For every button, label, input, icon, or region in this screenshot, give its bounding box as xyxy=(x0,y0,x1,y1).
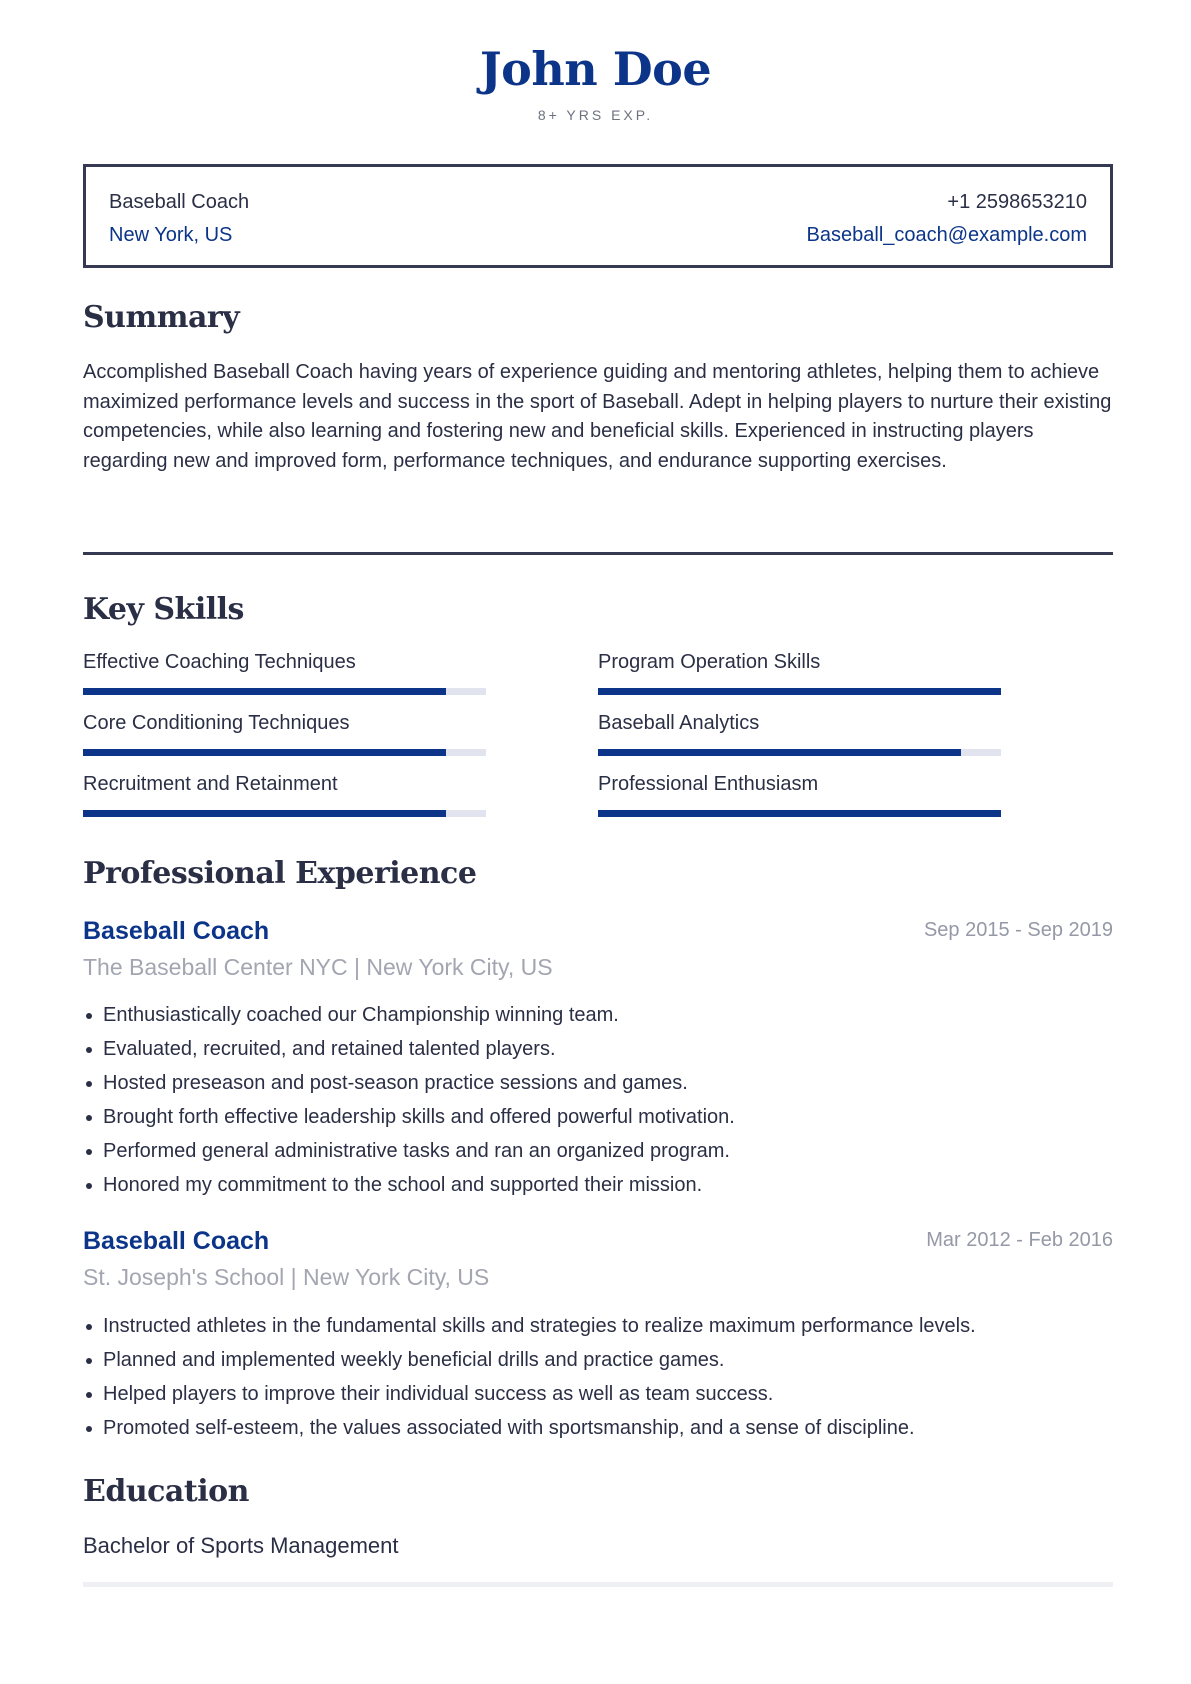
education-heading: Education xyxy=(83,1474,249,1509)
bullet-item: Helped players to improve their individual success as well as team success. xyxy=(83,1377,1113,1411)
skill-item xyxy=(83,773,486,796)
skill-bar-fill xyxy=(598,688,1001,695)
skill-item xyxy=(598,773,1001,796)
education-degree: Bachelor of Sports Management xyxy=(83,1533,399,1558)
skill-label: Professional Enthusiasm xyxy=(598,773,819,795)
skill-bar xyxy=(83,688,486,695)
contact-box xyxy=(83,164,1113,268)
contact-job-title: Baseball Coach xyxy=(109,191,250,213)
bullet-item: Brought forth effective leadership skills and offered powerful motivation. xyxy=(83,1100,1113,1134)
footer-divider xyxy=(83,1582,1113,1587)
job-bullets xyxy=(83,1309,1113,1445)
contact-phone: +1 2598653210 xyxy=(947,191,1087,213)
skill-label: Effective Coaching Techniques xyxy=(83,651,356,673)
job-bullets xyxy=(83,998,1113,1202)
skill-label: Recruitment and Retainment xyxy=(83,773,338,795)
job-dates: Sep 2015 - Sep 2019 xyxy=(923,919,1113,941)
bullet-item: Planned and implemented weekly beneficial drills and practice games. xyxy=(83,1343,1113,1377)
skill-item xyxy=(83,712,486,735)
skill-bar-fill xyxy=(598,810,1001,817)
experience-years: 8+ YRS EXP. xyxy=(537,107,654,123)
bullet-item: Enthusiastically coached our Championship winning team. xyxy=(83,998,1113,1032)
bullet-item: Performed general administrative tasks and ran an organized program. xyxy=(83,1134,1113,1168)
contact-location: New York, US xyxy=(109,224,233,246)
skill-bar-fill xyxy=(598,749,961,756)
skill-bar xyxy=(598,749,1001,756)
bullet-item: Promoted self-esteem, the values associated with sportsmanship, and a sense of discipline. xyxy=(83,1411,1113,1445)
section-divider xyxy=(83,552,1113,555)
bullet-item: Honored my commitment to the school and supported their mission. xyxy=(83,1168,1113,1202)
skill-bar xyxy=(83,810,486,817)
skill-bar xyxy=(598,810,1001,817)
summary-heading: Summary xyxy=(83,300,240,335)
job-company: The Baseball Center NYC | New York City, US xyxy=(83,954,553,980)
job-dates: Mar 2012 - Feb 2016 xyxy=(926,1229,1113,1251)
summary-text: Accomplished Baseball Coach having years of experience guiding and mentoring athletes, helping them to achieve maximized performance levels and success in the sport of Baseball. Adept in helping players to nurture their existing competencies, while also learning and fostering new and beneficial skills. Experienced in instructing players regarding new and improved form, performance techniques, and endurance supporting exercises. xyxy=(83,361,1112,472)
skill-item xyxy=(598,651,1001,674)
candidate-name: John Doe xyxy=(479,42,712,96)
job-title: Baseball Coach xyxy=(83,917,270,945)
job-title: Baseball Coach xyxy=(83,1227,270,1255)
skill-bar xyxy=(598,688,1001,695)
experience-heading: Professional Experience xyxy=(83,856,477,891)
skill-bar-fill xyxy=(83,810,446,817)
skills-heading: Key Skills xyxy=(83,592,244,627)
skill-label: Program Operation Skills xyxy=(598,651,821,673)
skill-item xyxy=(83,651,486,674)
bullet-item: Instructed athletes in the fundamental skills and strategies to realize maximum performance levels. xyxy=(83,1309,1113,1343)
skill-bar-fill xyxy=(83,749,446,756)
bullet-item: Hosted preseason and post-season practice sessions and games. xyxy=(83,1066,1113,1100)
skill-label: Core Conditioning Techniques xyxy=(83,712,350,734)
bullet-item: Evaluated, recruited, and retained talented players. xyxy=(83,1032,1113,1066)
contact-email[interactable]: Baseball_coach@example.com xyxy=(806,224,1087,246)
job-company: St. Joseph's School | New York City, US xyxy=(83,1264,490,1290)
skill-item xyxy=(598,712,1001,735)
skill-bar xyxy=(83,749,486,756)
skill-bar-fill xyxy=(83,688,446,695)
skill-label: Baseball Analytics xyxy=(598,712,760,734)
